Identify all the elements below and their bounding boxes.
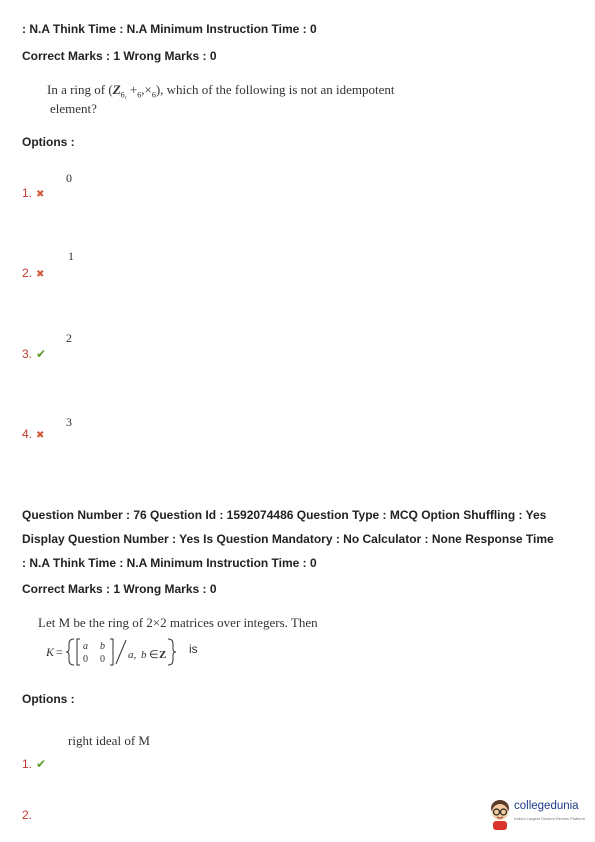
q75-question-line2: element?: [50, 100, 97, 116]
svg-text:0: 0: [83, 654, 88, 665]
q75-option-2-number: 2.: [22, 266, 33, 280]
q75-question-prefix: In a ring of (: [47, 82, 113, 97]
q76-option-2-number: 2.: [22, 808, 33, 822]
collegedunia-logo: [488, 797, 588, 833]
correct-check-icon: ✔: [36, 347, 47, 361]
q75-marks-line: Correct Marks : 1 Wrong Marks : 0: [22, 49, 217, 63]
q76-option-2[interactable]: [22, 808, 32, 822]
q76-marks-line: Correct Marks : 1 Wrong Marks : 0: [22, 582, 217, 596]
logo-name: collegedunia: [514, 800, 579, 812]
q76-question-line1: Let M be the ring of 2×2 matrices over integers. Then: [38, 615, 318, 630]
q75-option-3[interactable]: [22, 347, 46, 361]
q75-option-1-number: 1.: [22, 186, 33, 200]
correct-check-icon: ✔: [36, 757, 47, 771]
wrong-cross-icon: ✖: [36, 189, 45, 200]
q76-option-1-value: right ideal of M: [68, 733, 150, 748]
q75-meta-line: : N.A Think Time : N.A Minimum Instruction Time : 0: [22, 22, 317, 36]
logo-tagline: India's Largest Student Review Platform: [514, 816, 586, 821]
wrong-cross-icon: ✖: [36, 269, 45, 280]
q76-header-line2: Display Question Number : Yes Is Question Mandatory : No Calculator : None Response Time: [22, 532, 554, 546]
q75-question-math: $Z_{6,} +_6,\times_6$: [112, 82, 156, 100]
q75-option-4-number: 4.: [22, 427, 33, 441]
svg-text:0: 0: [100, 654, 105, 665]
q76-option-1-number: 1.: [22, 757, 33, 771]
svg-text:a,: a,: [128, 649, 137, 661]
svg-text:∈: ∈: [149, 649, 159, 661]
q75-option-4-value: 3: [66, 415, 72, 429]
q76-option-1[interactable]: [22, 757, 46, 771]
q76-meta-line: : N.A Think Time : N.A Minimum Instruction Time : 0: [22, 556, 317, 570]
svg-text:Z: Z: [159, 649, 167, 661]
q76-formula: [46, 636, 206, 668]
svg-text:a: a: [83, 641, 88, 652]
q75-option-3-number: 3.: [22, 347, 33, 361]
q75-option-3-value: 2: [66, 331, 72, 345]
q76-header-line1: Question Number : 76 Question Id : 1592074486 Question Type : MCQ Option Shuffling : Yes: [22, 508, 547, 522]
q75-option-2[interactable]: [22, 266, 44, 280]
q76-formula-svg: [46, 636, 206, 668]
q75-options-label: Options :: [22, 135, 75, 149]
q75-question-suffix: ), which of the following is not an idempotent: [155, 82, 395, 97]
q75-option-1[interactable]: [22, 186, 44, 200]
svg-text:K: K: [46, 645, 55, 659]
q75-option-1-value: 0: [66, 171, 72, 185]
svg-text:b: b: [141, 649, 147, 661]
wrong-cross-icon: ✖: [36, 430, 45, 441]
q76-options-label: Options :: [22, 692, 75, 706]
mascot-icon: [488, 797, 512, 831]
svg-text:=: =: [56, 645, 63, 659]
q75-option-4[interactable]: [22, 427, 44, 441]
q75-question-text: [47, 82, 395, 117]
q76-formula-suffix: is: [189, 642, 198, 656]
svg-text:b: b: [100, 641, 105, 652]
q75-option-2-value: 1: [68, 249, 74, 263]
